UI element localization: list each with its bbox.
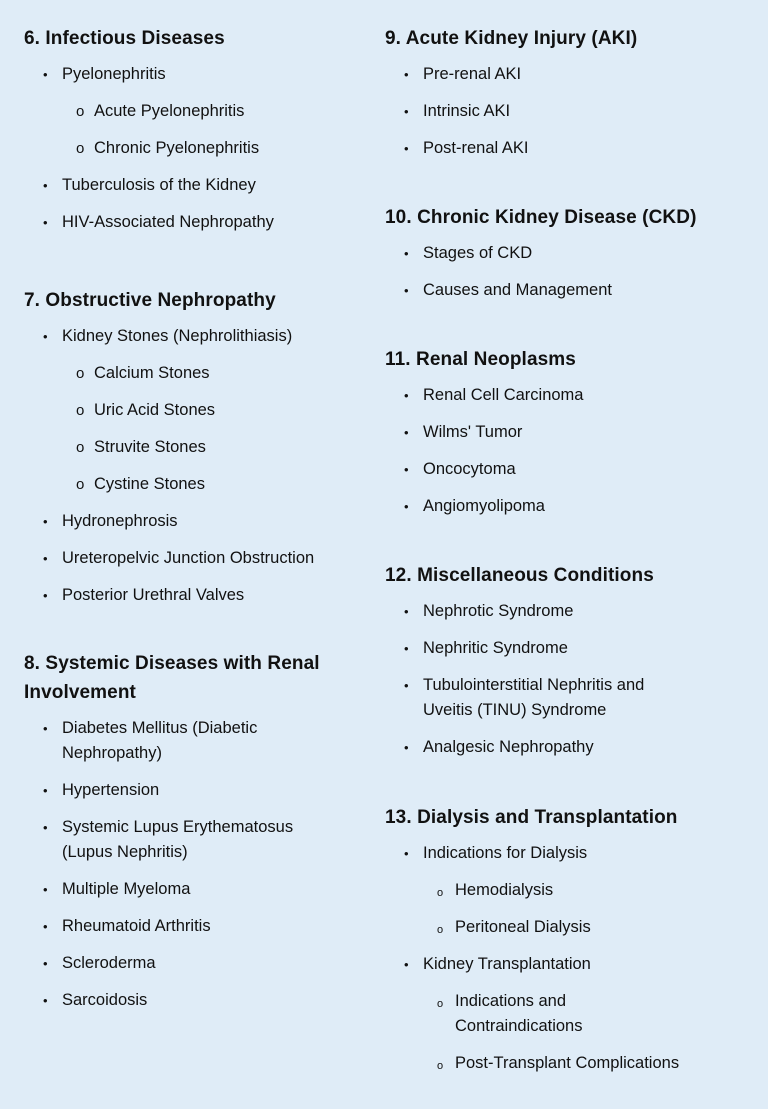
section-title (24, 649, 374, 707)
list-item: • Hydronephrosis (24, 509, 374, 534)
list-item-line: Nephropathy) (62, 744, 162, 762)
item-list (385, 841, 755, 1076)
sub-list-item: o Peritoneal Dialysis (385, 915, 755, 940)
list-item: • Nephrotic Syndrome (385, 599, 755, 624)
section-title: 10. Chronic Kidney Disease (CKD) (385, 207, 697, 228)
sub-list-item: o Uric Acid Stones (24, 398, 374, 423)
item-list (24, 324, 374, 608)
list-item: • Pyelonephritis (24, 62, 374, 87)
sub-list-item (385, 989, 755, 1039)
section-chronic-kidney-disease (385, 203, 755, 303)
list-item-line: Diabetes Mellitus (Diabetic (62, 719, 258, 737)
item-list (24, 62, 374, 235)
section-infectious-diseases (24, 24, 374, 235)
section-dialysis-transplantation (385, 803, 755, 1076)
section-obstructive-nephropathy (24, 286, 374, 608)
list-item: • Intrinsic AKI (385, 99, 755, 124)
section-acute-kidney-injury (385, 24, 755, 161)
list-item-line: Tubulointerstitial Nephritis and (423, 676, 645, 694)
list-item: • Tuberculosis of the Kidney (24, 173, 374, 198)
list-item: • Post-renal AKI (385, 136, 755, 161)
section-title: 11. Renal Neoplasms (385, 349, 576, 370)
list-item: • Multiple Myeloma (24, 877, 374, 902)
list-item: • Pre-renal AKI (385, 62, 755, 87)
section-renal-neoplasms (385, 345, 755, 519)
list-item-line: Contraindications (455, 1017, 583, 1035)
list-item: • Kidney Transplantation (385, 952, 755, 977)
list-item-line: (Lupus Nephritis) (62, 843, 188, 861)
sub-list-item: o Chronic Pyelonephritis (24, 136, 374, 161)
list-item-line: Indications and (455, 992, 566, 1010)
list-item: • Ureteropelvic Junction Obstruction (24, 546, 374, 571)
list-item: • Wilms' Tumor (385, 420, 755, 445)
sub-list-item: o Calcium Stones (24, 361, 374, 386)
section-title: 6. Infectious Diseases (24, 28, 225, 49)
section-title: 12. Miscellaneous Conditions (385, 565, 654, 586)
list-item: • Scleroderma (24, 951, 374, 976)
list-item: • Nephritic Syndrome (385, 636, 755, 661)
list-item: • Hypertension (24, 778, 374, 803)
list-item: • Stages of CKD (385, 241, 755, 266)
item-list (385, 241, 755, 303)
section-title: 13. Dialysis and Transplantation (385, 807, 678, 828)
list-item: • Oncocytoma (385, 457, 755, 482)
list-item: • Renal Cell Carcinoma (385, 383, 755, 408)
list-item (24, 716, 374, 766)
sub-list-item: o Struvite Stones (24, 435, 374, 460)
list-item (24, 815, 374, 865)
sub-list-item: o Acute Pyelonephritis (24, 99, 374, 124)
sub-list-item: o Hemodialysis (385, 878, 755, 903)
item-list (385, 599, 755, 760)
list-item: • Causes and Management (385, 278, 755, 303)
list-item: • HIV-Associated Nephropathy (24, 210, 374, 235)
section-title-line: Involvement (24, 682, 136, 703)
list-item: • Angiomyolipoma (385, 494, 755, 519)
section-miscellaneous-conditions (385, 561, 755, 760)
list-item: • Indications for Dialysis (385, 841, 755, 866)
list-item: • Sarcoidosis (24, 988, 374, 1013)
item-list (24, 716, 374, 1013)
list-item: • Posterior Urethral Valves (24, 583, 374, 608)
section-systemic-diseases (24, 649, 374, 1013)
sub-list-item: o Post-Transplant Complications (385, 1051, 755, 1076)
section-title: 7. Obstructive Nephropathy (24, 290, 276, 311)
item-list (385, 383, 755, 519)
list-item (385, 673, 755, 723)
list-item: • Analgesic Nephropathy (385, 735, 755, 760)
sub-list-item: o Cystine Stones (24, 472, 374, 497)
section-title-line: 8. Systemic Diseases with Renal (24, 653, 320, 674)
item-list (385, 62, 755, 161)
list-item-line: Systemic Lupus Erythematosus (62, 818, 294, 836)
list-item: • Rheumatoid Arthritis (24, 914, 374, 939)
list-item: • Kidney Stones (Nephrolithiasis) (24, 324, 374, 349)
list-item-line: Uveitis (TINU) Syndrome (423, 701, 607, 719)
section-title: 9. Acute Kidney Injury (AKI) (385, 28, 638, 49)
